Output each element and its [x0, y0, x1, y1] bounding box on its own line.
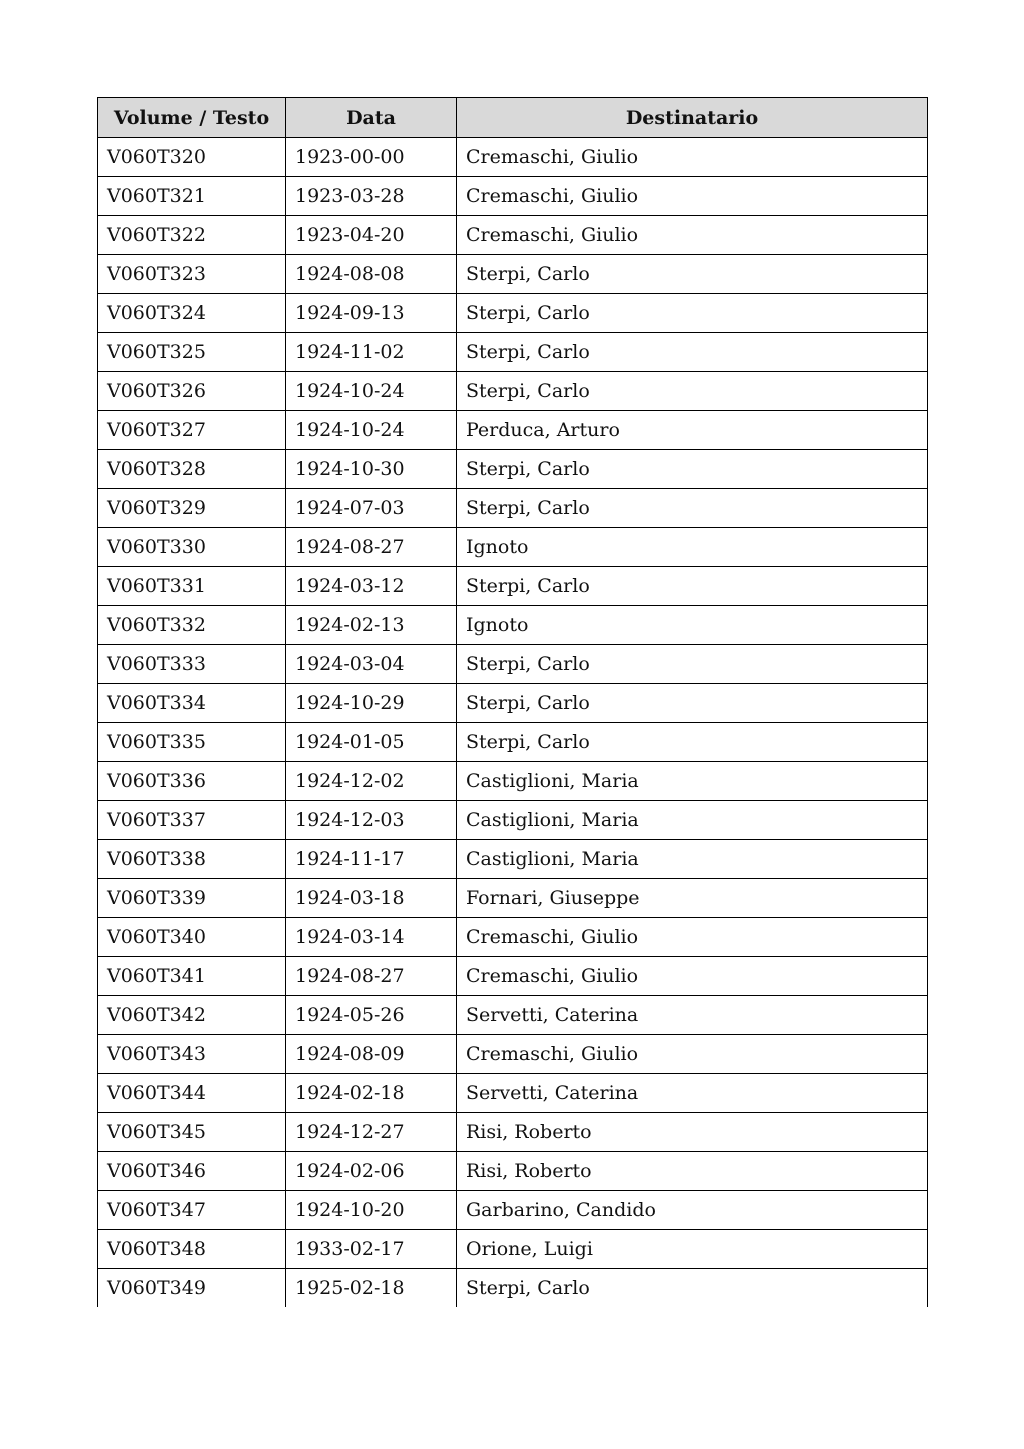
cell-destinatario: Castiglioni, Maria	[457, 840, 928, 879]
cell-data: 1924-02-18	[286, 1074, 457, 1113]
table-row	[98, 879, 928, 918]
table-row	[98, 567, 928, 606]
table-row	[98, 1230, 928, 1269]
table-row	[98, 1074, 928, 1113]
cell-volume-testo: V060T341	[98, 957, 286, 996]
cell-volume-testo: V060T336	[98, 762, 286, 801]
cell-data: 1924-12-03	[286, 801, 457, 840]
cell-volume-testo: V060T337	[98, 801, 286, 840]
cell-destinatario: Risi, Roberto	[457, 1152, 928, 1191]
cell-destinatario: Sterpi, Carlo	[457, 489, 928, 528]
cell-destinatario: Sterpi, Carlo	[457, 1269, 928, 1308]
table-row	[98, 489, 928, 528]
cell-data: 1924-08-08	[286, 255, 457, 294]
cell-data: 1923-03-28	[286, 177, 457, 216]
cell-data: 1924-08-27	[286, 528, 457, 567]
cell-volume-testo: V060T321	[98, 177, 286, 216]
cell-volume-testo: V060T327	[98, 411, 286, 450]
cell-data: 1924-02-06	[286, 1152, 457, 1191]
cell-data: 1924-10-20	[286, 1191, 457, 1230]
table-row	[98, 684, 928, 723]
table-row	[98, 645, 928, 684]
cell-volume-testo: V060T334	[98, 684, 286, 723]
cell-data: 1924-11-17	[286, 840, 457, 879]
header-volume-testo: Volume / Testo	[98, 98, 286, 138]
table-row	[98, 255, 928, 294]
cell-data: 1924-10-24	[286, 372, 457, 411]
cell-data: 1923-04-20	[286, 216, 457, 255]
cell-volume-testo: V060T347	[98, 1191, 286, 1230]
cell-volume-testo: V060T333	[98, 645, 286, 684]
cell-volume-testo: V060T325	[98, 333, 286, 372]
cell-volume-testo: V060T349	[98, 1269, 286, 1308]
cell-volume-testo: V060T320	[98, 138, 286, 177]
letters-table	[97, 97, 928, 1307]
table-body	[98, 138, 928, 1308]
cell-volume-testo: V060T332	[98, 606, 286, 645]
cell-destinatario: Sterpi, Carlo	[457, 450, 928, 489]
cell-data: 1924-12-02	[286, 762, 457, 801]
cell-destinatario: Sterpi, Carlo	[457, 372, 928, 411]
cell-destinatario: Orione, Luigi	[457, 1230, 928, 1269]
table-row	[98, 216, 928, 255]
table-row	[98, 801, 928, 840]
cell-volume-testo: V060T324	[98, 294, 286, 333]
cell-volume-testo: V060T338	[98, 840, 286, 879]
cell-data: 1924-12-27	[286, 1113, 457, 1152]
cell-destinatario: Sterpi, Carlo	[457, 255, 928, 294]
cell-data: 1924-03-04	[286, 645, 457, 684]
table-row	[98, 840, 928, 879]
cell-data: 1924-10-30	[286, 450, 457, 489]
table-row	[98, 294, 928, 333]
cell-destinatario: Ignoto	[457, 528, 928, 567]
cell-destinatario: Sterpi, Carlo	[457, 294, 928, 333]
cell-volume-testo: V060T348	[98, 1230, 286, 1269]
cell-data: 1924-10-29	[286, 684, 457, 723]
cell-data: 1924-03-14	[286, 918, 457, 957]
cell-destinatario: Cremaschi, Giulio	[457, 138, 928, 177]
cell-volume-testo: V060T344	[98, 1074, 286, 1113]
cell-volume-testo: V060T331	[98, 567, 286, 606]
table-row	[98, 996, 928, 1035]
cell-destinatario: Sterpi, Carlo	[457, 333, 928, 372]
cell-destinatario: Fornari, Giuseppe	[457, 879, 928, 918]
cell-volume-testo: V060T339	[98, 879, 286, 918]
table-row	[98, 372, 928, 411]
cell-data: 1924-10-24	[286, 411, 457, 450]
cell-destinatario: Perduca, Arturo	[457, 411, 928, 450]
cell-data: 1924-03-12	[286, 567, 457, 606]
table-row	[98, 1269, 928, 1308]
cell-destinatario: Risi, Roberto	[457, 1113, 928, 1152]
cell-data: 1924-08-09	[286, 1035, 457, 1074]
cell-data: 1924-03-18	[286, 879, 457, 918]
cell-data: 1924-02-13	[286, 606, 457, 645]
cell-volume-testo: V060T343	[98, 1035, 286, 1074]
cell-volume-testo: V060T330	[98, 528, 286, 567]
cell-volume-testo: V060T329	[98, 489, 286, 528]
cell-data: 1924-05-26	[286, 996, 457, 1035]
cell-data: 1924-01-05	[286, 723, 457, 762]
table-row	[98, 1152, 928, 1191]
cell-destinatario: Cremaschi, Giulio	[457, 918, 928, 957]
table-row	[98, 1191, 928, 1230]
table-row	[98, 138, 928, 177]
table-row	[98, 450, 928, 489]
table-row	[98, 606, 928, 645]
table-row	[98, 762, 928, 801]
cell-destinatario: Sterpi, Carlo	[457, 645, 928, 684]
cell-destinatario: Sterpi, Carlo	[457, 684, 928, 723]
cell-volume-testo: V060T323	[98, 255, 286, 294]
table-row	[98, 1035, 928, 1074]
cell-destinatario: Castiglioni, Maria	[457, 762, 928, 801]
cell-destinatario: Garbarino, Candido	[457, 1191, 928, 1230]
cell-data: 1924-11-02	[286, 333, 457, 372]
document-page	[97, 97, 927, 1307]
cell-destinatario: Cremaschi, Giulio	[457, 957, 928, 996]
cell-destinatario: Servetti, Caterina	[457, 996, 928, 1035]
cell-destinatario: Sterpi, Carlo	[457, 723, 928, 762]
header-data: Data	[286, 98, 457, 138]
table-row	[98, 957, 928, 996]
table-row	[98, 1113, 928, 1152]
table-row	[98, 723, 928, 762]
table-row	[98, 411, 928, 450]
cell-volume-testo: V060T346	[98, 1152, 286, 1191]
table-row	[98, 528, 928, 567]
cell-volume-testo: V060T322	[98, 216, 286, 255]
table-row	[98, 918, 928, 957]
cell-volume-testo: V060T342	[98, 996, 286, 1035]
cell-volume-testo: V060T340	[98, 918, 286, 957]
cell-destinatario: Castiglioni, Maria	[457, 801, 928, 840]
cell-volume-testo: V060T345	[98, 1113, 286, 1152]
cell-data: 1925-02-18	[286, 1269, 457, 1308]
cell-volume-testo: V060T326	[98, 372, 286, 411]
cell-destinatario: Cremaschi, Giulio	[457, 216, 928, 255]
header-destinatario: Destinatario	[457, 98, 928, 138]
cell-data: 1924-09-13	[286, 294, 457, 333]
cell-destinatario: Cremaschi, Giulio	[457, 1035, 928, 1074]
cell-volume-testo: V060T335	[98, 723, 286, 762]
cell-destinatario: Ignoto	[457, 606, 928, 645]
cell-volume-testo: V060T328	[98, 450, 286, 489]
table-header-row	[98, 98, 928, 138]
cell-data: 1924-07-03	[286, 489, 457, 528]
cell-destinatario: Cremaschi, Giulio	[457, 177, 928, 216]
cell-data: 1924-08-27	[286, 957, 457, 996]
table-row	[98, 177, 928, 216]
cell-data: 1933-02-17	[286, 1230, 457, 1269]
table-row	[98, 333, 928, 372]
cell-destinatario: Sterpi, Carlo	[457, 567, 928, 606]
cell-data: 1923-00-00	[286, 138, 457, 177]
cell-destinatario: Servetti, Caterina	[457, 1074, 928, 1113]
